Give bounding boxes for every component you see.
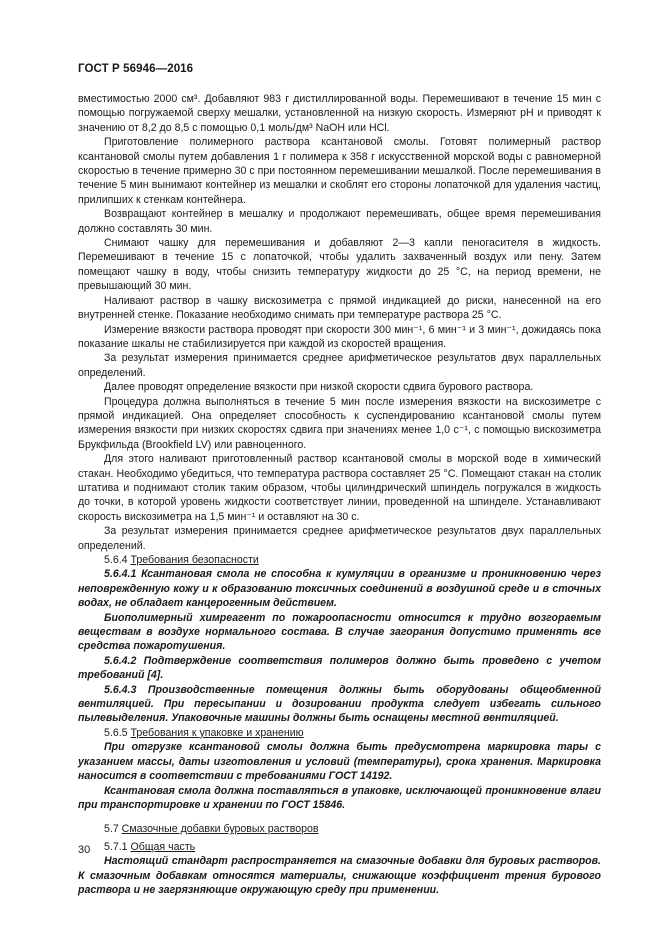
section-title: Требования безопасности — [130, 554, 259, 566]
text-paragraph: Наливают раствор в чашку вискозиметра с прямой индикацией до риски, нанесенной на его внутренней стенке. Показание необходимо снимать при температуре раствора 25 °С. — [78, 294, 601, 322]
text-paragraph: Процедура должна выполняться в течение 5 мин после измерения вязкости на вискозиметре с прямой индикацией. Она определяет способность к суспендированию ксантановой смолы путем измерения вязкости при низких скоростях сдвига при значениях менее 1,0 с⁻¹, с помощью вискозиметра Брукфильда (Brookfield LV) или равноценного. — [78, 395, 601, 451]
section-title: Требования к упаковке и хранению — [130, 726, 304, 739]
section-heading-5-6-5 — [78, 726, 601, 740]
section-title: Смазочные добавки буровых растворов — [121, 823, 319, 836]
text-paragraph: Возвращают контейнер в мешалку и продолжают перемешивать, общее время перемешивания должно составлять 30 мин. — [78, 208, 601, 235]
section-number: 5.6.4 — [104, 554, 131, 566]
section-heading-5-6-4 — [78, 553, 601, 567]
clause-5-6-4-2: 5.6.4.2 Подтверждение соответствия полимеров должно быть проведено с учетом требований [4]. — [78, 654, 601, 682]
section-number: 5.6.5 — [104, 726, 131, 739]
text-paragraph: За результат измерения принимается среднее арифметическое результатов двух параллельных определений. — [78, 525, 601, 552]
clause-5-6-4-3: 5.6.4.3 Производственные помещения должны быть оборудованы общеобменной вентиляцией. При пересыпании и дозировании продукта следует избегать сильного пылевыделения. Упаковочные машины должны быть оснащены местной вентиляцией. — [78, 683, 601, 725]
text-paragraph: Приготовление полимерного раствора ксантановой смолы. Готовят полимерный раствор ксантановой смолы путем добавления 1 г полимера к 358 г искусственной морской воды с равномерной скоростью в течение примерно 30 с при постоянном перемешивании мешалкой. После перемешивания в течение 5 мин вынимают контейнер из мешалки и скоблят его стороны лопаточкой для удаления частиц, прилипших к стенкам контейнера. — [78, 136, 601, 206]
section-title: Общая часть — [130, 840, 196, 853]
text-paragraph: Для этого наливают приготовленный раствор ксантановой смолы в морской воде в химический стакан. Необходимо убедиться, что температура раствора составляет 25 °С. Помещают стакан на столик штатива и поднимают столик таким образом, чтобы цилиндрический шпиндель погружался в жидкость до точки, в которой уровень жидкости соответствует линии, проведенной на шпинделе. Устанавливают скорость вискозиметра на 1,5 мин⁻¹ и оставляют на 30 с. — [78, 453, 601, 523]
clause-biopolymer: Биополимерный химреагент по пожароопасности относится к трудно возгораемым веществам в воздухе нормального состава. В случае загорания допустимо применять все средства пожаротушения. — [78, 611, 601, 653]
section-heading-5-7-1 — [78, 840, 601, 854]
text-paragraph: вместимостью 2000 см³. Добавляют 983 г дистиллированной воды. Перемешивают в течение 15 мин с помощью погружаемой сверху мешалки, установленной на низкую скорость. Измеряют pH и приводят к значению от 8,2 до 8,5 с помощью 0,1 моль/дм³ NaOH или HCl. — [78, 93, 601, 134]
text-paragraph: Измерение вязкости раствора проводят при скорости 300 мин⁻¹, 6 мин⁻¹ и 3 мин⁻¹, дожидаясь пока показание шкалы не стабилизируется при каждой из скоростей вращения. — [78, 323, 601, 350]
section-heading-5-7 — [78, 822, 601, 836]
clause-shipment: При отгрузке ксантановой смолы должна быть предусмотрена маркировка тары с указанием массы, даты изготовления и условий (температуры), срока хранения. Маркировка наносится в соответствии с требованиями ГОСТ 14192. — [78, 741, 601, 783]
document-header: ГОСТ Р 56946—2016 — [78, 63, 194, 75]
section-number: 5.7 — [104, 823, 122, 836]
page-content — [78, 92, 601, 897]
text-paragraph: Снимают чашку для перемешивания и добавляют 2—3 капли пеногасителя в жидкость. Перемешивают в течение 15 с лопаточкой, чтобы удалить захваченный воздух или пену. Затем помещают чашку в воду, чтобы снизить температуру жидкости до 25 °С, на период времени, не превышающий 30 мин. — [78, 237, 601, 293]
section-number: 5.7.1 — [104, 840, 131, 853]
text-paragraph: За результат измерения принимается среднее арифметическое результатов двух параллельных определений. — [78, 352, 601, 379]
clause-packaging: Ксантановая смола должна поставляться в упаковке, исключающей проникновение влаги при транспортировке и хранении по ГОСТ 15846. — [78, 784, 601, 811]
clause-5-6-4-1: 5.6.4.1 Ксантановая смола не способна к кумуляции в организме и проникновению через неповрежденную кожу и к образованию токсичных соединений в воздушной среде и в сточных водах, не обладает канцерогенным действием. — [78, 568, 601, 610]
clause-5-7-1: Настоящий стандарт распространяется на смазочные добавки для буровых растворов. К смазочным добавкам относятся материалы, снижающие коэффициент трения бурового раствора и не загрязняющие окружающую среду при применении. — [78, 855, 601, 896]
text-paragraph: Далее проводят определение вязкости при низкой скорости сдвига бурового раствора. — [104, 381, 534, 394]
page-number: 30 — [78, 844, 91, 856]
